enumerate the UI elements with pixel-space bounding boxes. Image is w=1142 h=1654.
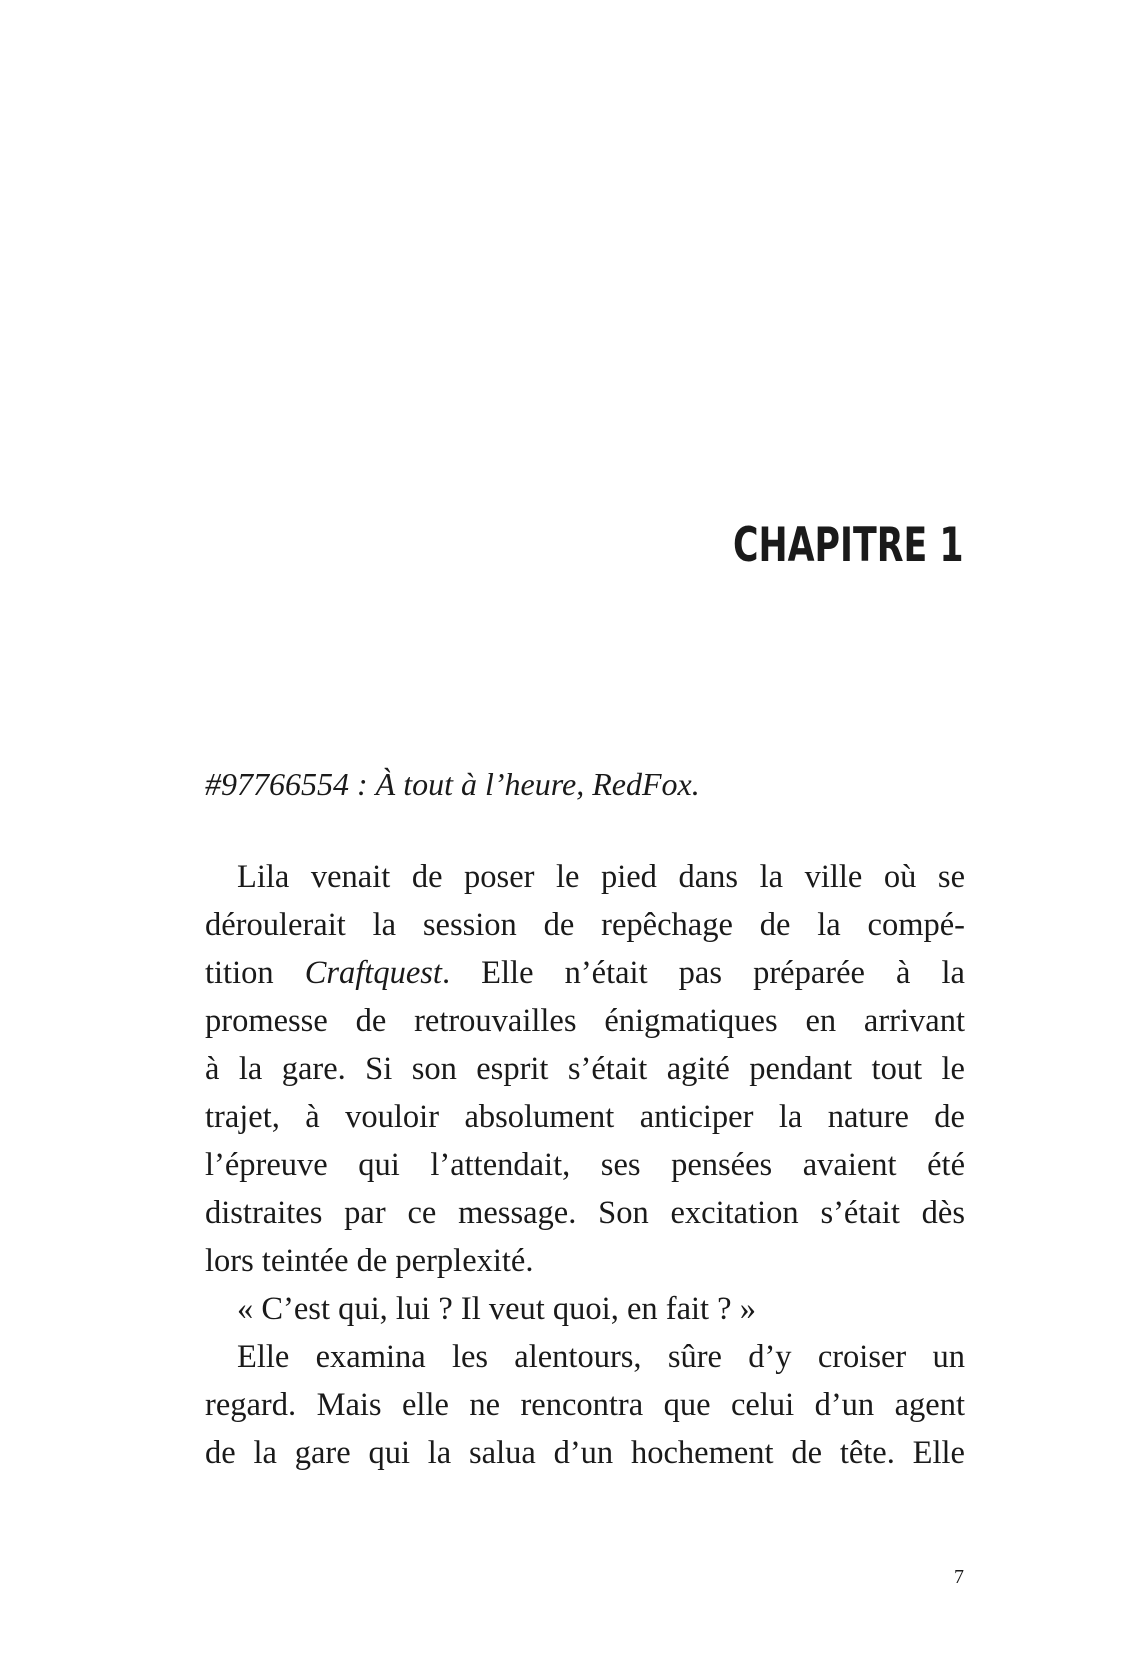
line-3-start: tition bbox=[205, 955, 305, 991]
body-text bbox=[205, 853, 965, 1477]
paragraph-2-line-3: de la gare qui la salua d’un hochement de tête. Elle bbox=[205, 1435, 965, 1471]
chapter-title: CHAPITRE 1 bbox=[733, 518, 964, 573]
dialogue-line: « C’est qui, lui ? Il veut quoi, en fait ? » bbox=[237, 1291, 756, 1327]
paragraph-1-line-7: l’épreuve qui l’attendait, ses pensées avaient été bbox=[205, 1147, 965, 1183]
paragraph-1-line-3 bbox=[205, 949, 965, 997]
paragraph-1-line-4: promesse de retrouvailles énigmatiques en arrivant bbox=[205, 1003, 965, 1039]
paragraph-1-line-6: trajet, à vouloir absolument anticiper la nature de bbox=[205, 1099, 965, 1135]
line-3-end: . Elle n’était pas préparée à la bbox=[441, 955, 965, 991]
paragraph-2-line-2: regard. Mais elle ne rencontra que celui d’un agent bbox=[205, 1387, 965, 1423]
paragraph-1-line-5: à la gare. Si son esprit s’était agité pendant tout le bbox=[205, 1051, 965, 1087]
paragraph-2-line-1: Elle examina les alentours, sûre d’y croiser un bbox=[237, 1339, 965, 1375]
paragraph-1-line-2: déroulerait la session de repêchage de la compé- bbox=[205, 907, 965, 943]
paragraph-1-line-1: Lila venait de poser le pied dans la ville où se bbox=[237, 859, 965, 895]
page-number: 7 bbox=[954, 1566, 964, 1588]
paragraph-1-line-9: lors teintée de perplexité. bbox=[205, 1243, 534, 1279]
epigraph-message: #97766554 : À tout à l’heure, RedFox. bbox=[205, 766, 700, 802]
book-title-italic: Craftquest bbox=[304, 955, 442, 991]
paragraph-1-line-8: distraites par ce message. Son excitation s’était dès bbox=[205, 1195, 965, 1231]
